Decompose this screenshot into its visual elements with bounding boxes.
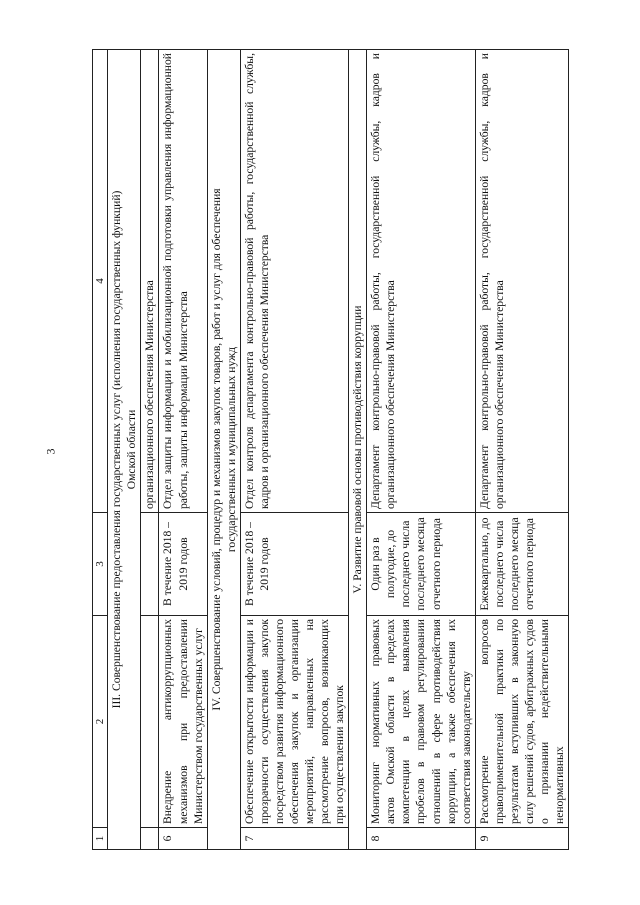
column-number-row: [93, 50, 108, 850]
rotated-table-container: [92, 50, 597, 850]
section-5-title: V. Развитие правовой основы противодействия коррупции: [349, 50, 367, 850]
row-6-executor: Отдел защиты информации и мобилизационной подготовки управления информационной работы, защиты информации Министерства: [159, 50, 207, 513]
row-7-executor: Отдел контроля департамента контрольно-правовой работы, государственной службы, кадров и организационного обеспечения Министерства: [240, 50, 348, 513]
table-row-9: [475, 50, 568, 850]
col-number-4: 4: [93, 50, 108, 513]
section-heading-4: [207, 50, 240, 850]
section-heading-5: [349, 50, 367, 850]
col-number-1: 1: [93, 828, 108, 850]
row-9-number: 9: [475, 828, 568, 850]
col-number-3: 3: [93, 513, 108, 616]
table-row-6: [159, 50, 207, 850]
row-8-term: Один раз в полугодие, до последнего числа последнего месяца отчетного периода: [367, 513, 475, 616]
col-number-2: 2: [93, 616, 108, 828]
row-9-measure: Рассмотрение вопросов правоприменительной практики по результатам вступивших в законную силу решений судов, арбитражных судов о признании недействительными ненормативных: [475, 616, 568, 828]
table-row-7: [240, 50, 348, 850]
section-4-title-line1: IV. Совершенствование условий, процедур и механизмов закупок товаров, работ и услуг для обеспечения: [209, 188, 223, 711]
table-row-carryover: [141, 50, 159, 850]
row-7-measure: Обеспечение открытости информации и прозрачности осуществления закупок посредством развития информационного обеспечения закупок и организации мероприятий, направленных на рассмотрение вопросов, возникающих при осуществлении закупок: [240, 616, 348, 828]
section-3-title-line1: III. Совершенствование предоставления государственных услуг (исполнения государственных функций): [110, 190, 124, 709]
row-8-measure: Мониторинг нормативных правовых актов Омской области в пределах компетенции в целях выявления пробелов в правовом регулировании отношений в сфере противодействия коррупции, а также обеспечения их соответствия законодательству: [367, 616, 475, 828]
row-7-term: В течение 2018 – 2019 годов: [240, 513, 348, 616]
page-number: 3: [43, 448, 58, 455]
section-3-title-line2: Омской области: [125, 409, 139, 490]
row-6-term: В течение 2018 – 2019 годов: [159, 513, 207, 616]
anticorruption-plan-table: [92, 49, 569, 850]
row-9-executor: Департамент контрольно-правовой работы, государственной службы, кадров и организационного обеспечения Министерства: [475, 50, 568, 513]
table-row-8: [367, 50, 475, 850]
row-6-number: 6: [159, 828, 207, 850]
row-8-number: 8: [367, 828, 475, 850]
row-6-measure: Внедрение антикоррупционных механизмов при предоставлении Министерством государственных услуг: [159, 616, 207, 828]
carryover-executor: организационного обеспечения Министерства: [141, 50, 159, 513]
row-7-number: 7: [240, 828, 348, 850]
section-heading-3: [108, 50, 141, 850]
row-9-term: Ежеквартально, до последнего числа последнего месяца отчетного периода: [475, 513, 568, 616]
section-4-title-line2: государственных и муниципальных нужд: [224, 346, 238, 553]
row-8-executor: Департамент контрольно-правовой работы, государственной службы, кадров и организационного обеспечения Министерства: [367, 50, 475, 513]
